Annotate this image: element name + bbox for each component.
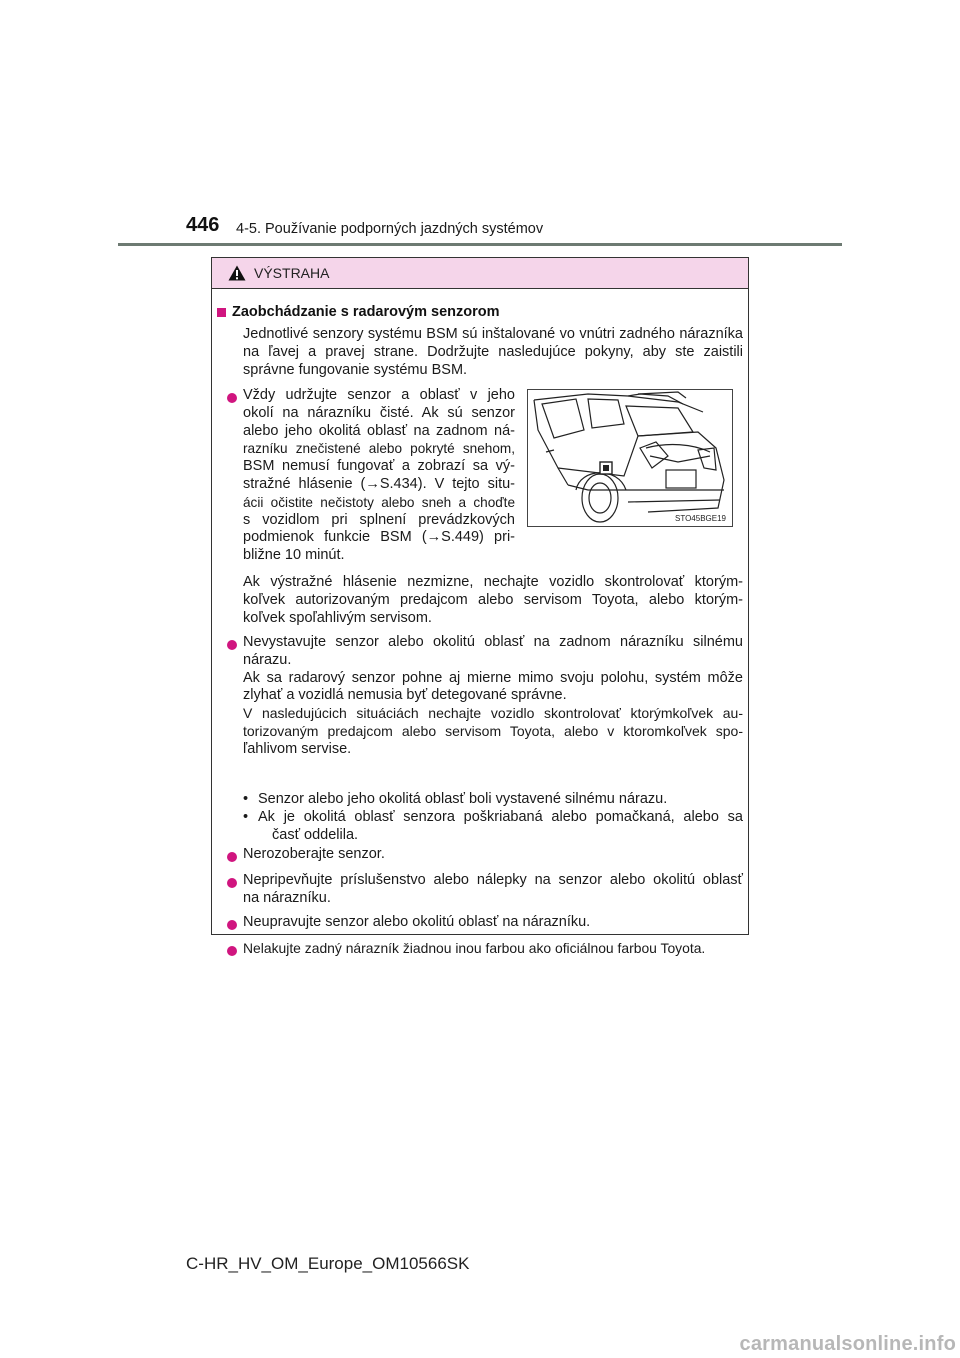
- header-rule: [118, 243, 842, 246]
- bullet-4-text: [243, 872, 743, 908]
- bullet-2-line: ľahlivom servise.: [243, 740, 352, 757]
- bullet-1-continuation: [243, 574, 743, 627]
- warning-title: VÝSTRAHA: [254, 265, 330, 281]
- warning-header: [212, 258, 748, 289]
- bullet-dot-icon: [227, 920, 237, 930]
- square-bullet-icon: [217, 308, 226, 317]
- intro-line: Jednotlivé senzory systému BSM sú inštalované vo vnútri zadného nárazníka: [243, 326, 743, 342]
- warning-box: [211, 257, 749, 956]
- bullet-1-text: [243, 387, 515, 565]
- intro-paragraph: [243, 326, 743, 379]
- bullet-1-line: ácii očistite nečistoty alebo sneh a choďte: [243, 494, 515, 510]
- page-number: 446: [186, 214, 220, 236]
- bullet-1-line: alebo jeho okolitá oblasť na zadnom ná-: [243, 422, 515, 439]
- bullet-2-line: Nevystavujte senzor alebo okolitú oblasť na zadnom nárazníku silnému: [243, 634, 743, 650]
- bullet-1-line: bližne 10 minút.: [243, 547, 345, 564]
- sub-item-line: časť oddelila.: [272, 826, 359, 843]
- sub-item: [258, 791, 743, 809]
- section-title: 4-5. Používanie podporných jazdných systémov: [236, 221, 544, 237]
- car-rear-illustration: [527, 389, 733, 527]
- document-code: C-HR_HV_OM_Europe_OM10566SK: [186, 1254, 470, 1273]
- bullet-2-line: V nasledujúcich situáciách nechajte vozidlo skontrolovať ktorýmkoľvek au-: [243, 705, 743, 722]
- bullet-dot-icon: [227, 878, 237, 888]
- bullet-1-line: Vždy udržujte senzor a oblasť v jeho: [243, 387, 515, 403]
- watermark: carmanualsonline.info: [739, 1333, 956, 1355]
- bullet-6-text: Nelakujte zadný nárazník žiadnou inou farbou ako oficiálnou farbou Toyota.: [243, 940, 706, 956]
- figure-code: STO45BGE19: [675, 514, 726, 523]
- bullet-2-line: zlyhať a vozidlá nemusia byť detegované správne.: [243, 687, 567, 704]
- bullet-1-line: stražné hlásenie (→S.434). V tejto situ-: [243, 475, 515, 492]
- bullet-dot-icon: [227, 946, 237, 956]
- bullet-2-line: nárazu.: [243, 651, 292, 668]
- bullet-2-text: [243, 634, 743, 759]
- bullet-3-text: Nerozoberajte senzor.: [243, 846, 385, 862]
- bullet-dot-icon: [227, 393, 237, 403]
- sub-item-line: Senzor alebo jeho okolitá oblasť boli vystavené silnému nárazu.: [258, 791, 668, 807]
- bullet-1-line: podmienok funkcie BSM (→S.449) pri-: [243, 529, 515, 546]
- sub-item-marker: •: [243, 809, 249, 825]
- intro-line: na ľavej a pravej strane. Dodržujte nasledujúce pokyny, aby ste zaistili: [243, 343, 743, 360]
- bullet-1-cont-line: koľvek autorizovaným predajcom alebo servisom Toyota, alebo ktorým-: [243, 591, 743, 608]
- bullet-2-line: Ak sa radarový senzor pohne aj mierne mimo svoju polohu, systém môže: [243, 669, 743, 686]
- warning-content: [212, 289, 748, 956]
- intro-line: správne fungovanie systému BSM.: [243, 361, 468, 378]
- sub-item: [258, 809, 743, 845]
- bullet-2-line: torizovaným predajcom alebo servisom Toyota, alebo v ktoromkoľvek spo-: [243, 722, 743, 739]
- bullet-4-line: na nárazníku.: [243, 889, 331, 906]
- bullet-dot-icon: [227, 852, 237, 862]
- bullet-1-cont-line: Ak výstražné hlásenie nezmizne, nechajte vozidlo skontrolovať ktorým-: [243, 574, 743, 590]
- car-rear-drawing: [528, 390, 732, 526]
- bullet-1-line: okolí na nárazníku čisté. Ak sú senzor: [243, 404, 515, 421]
- sub-item-line: Ak je okolitá oblasť senzora poškriabaná alebo pomačkaná, alebo sa: [258, 809, 743, 825]
- section-heading-text: Zaobchádzanie s radarovým senzorom: [232, 304, 500, 320]
- bullet-4-line: Nepripevňujte príslušenstvo alebo nálepky na senzor alebo okolitú oblasť: [243, 872, 743, 888]
- section-heading: [217, 304, 500, 320]
- sub-item-marker: •: [243, 791, 249, 807]
- bullet-dot-icon: [227, 640, 237, 650]
- warning-triangle-icon: [228, 265, 246, 281]
- bullet-1-cont-line: koľvek spoľahlivým servisom.: [243, 609, 432, 626]
- bullet-1-line: razníku znečistené alebo pokryté snehom,: [243, 441, 515, 457]
- bullet-1-line: s vozidlom pri splnení prevádzkových: [243, 511, 515, 528]
- bullet-1-line: BSM nemusí fungovať a zobrazí sa vý-: [243, 458, 515, 475]
- bullet-5-text: Neupravujte senzor alebo okolitú oblasť na nárazníku.: [243, 914, 591, 930]
